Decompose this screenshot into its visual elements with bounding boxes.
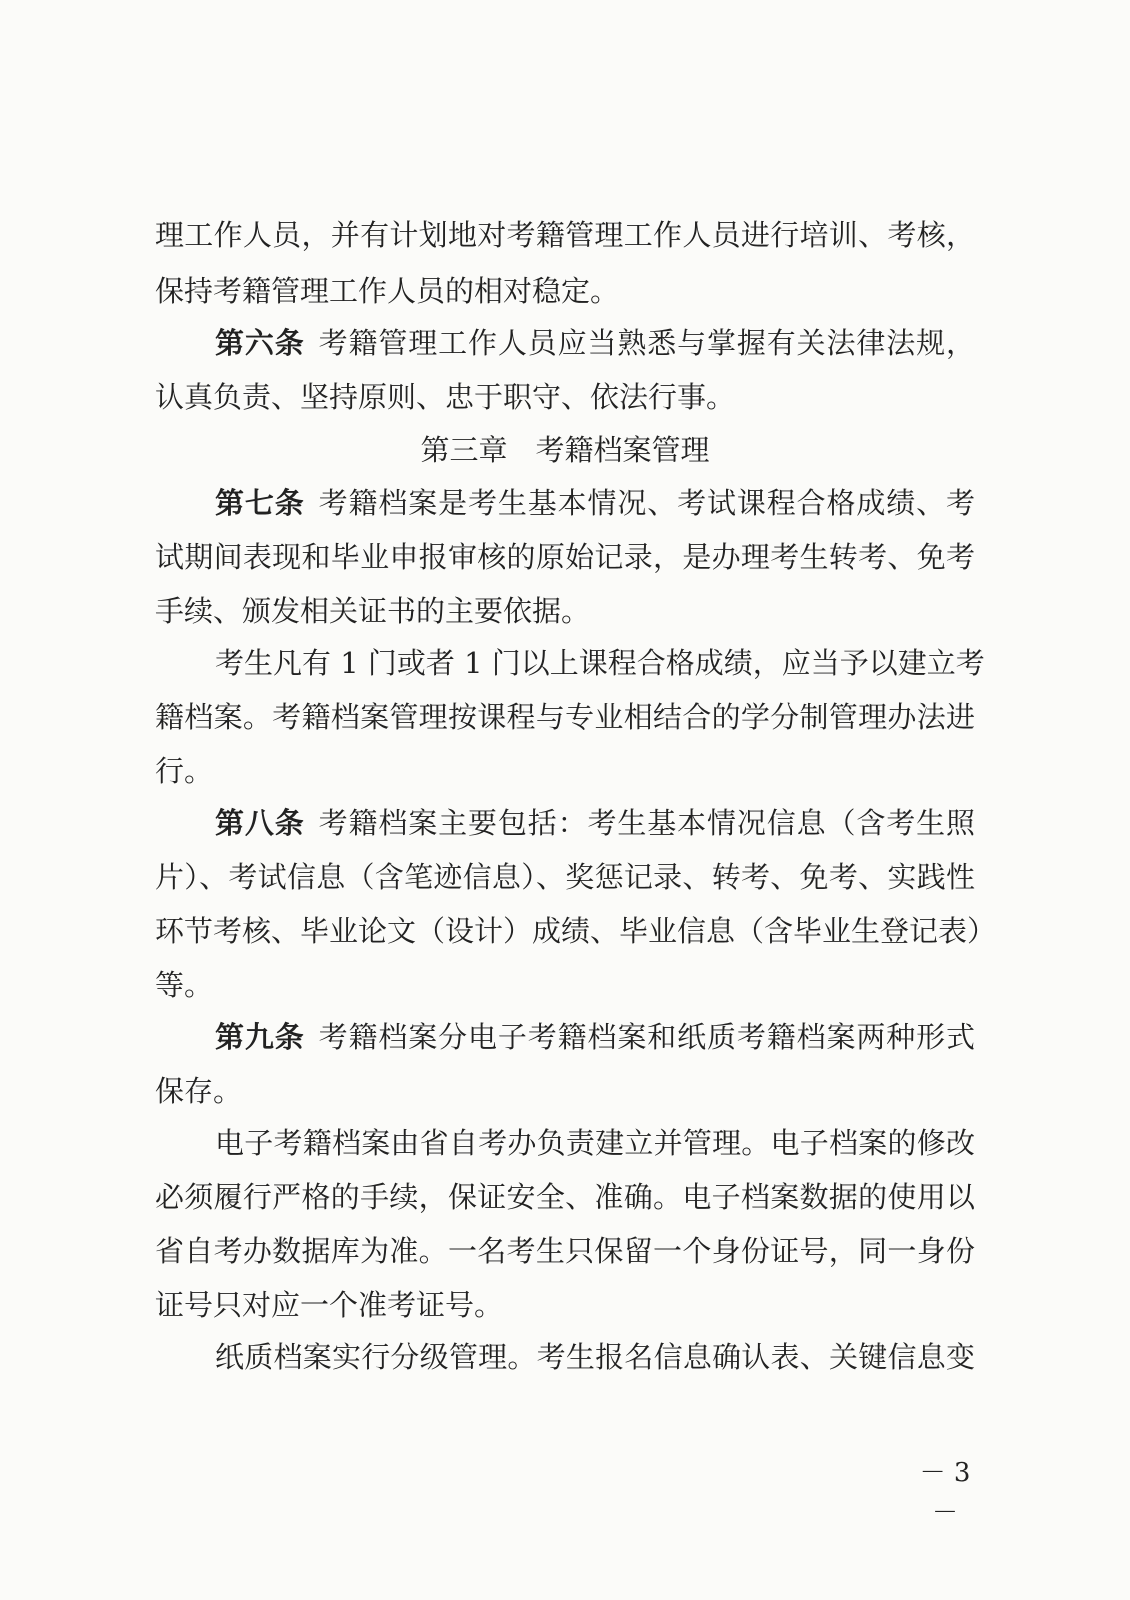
text-line: 理工作人员，并有计划地对考籍管理工作人员进行培训、考核，	[155, 218, 975, 252]
text-line: 籍档案。考籍档案管理按课程与专业相结合的学分制管理办法进	[155, 700, 975, 734]
chapter-number: 第三章	[420, 433, 508, 467]
article-label: 第七条	[215, 486, 305, 520]
text-line: 电子考籍档案由省自考办负责建立并管理。电子档案的修改	[215, 1126, 975, 1160]
text-line: 环节考核、毕业论文（设计）成绩、毕业信息（含毕业生登记表）	[155, 914, 997, 948]
text-line: 纸质档案实行分级管理。考生报名信息确认表、关键信息变	[215, 1340, 975, 1374]
chapter-heading	[155, 421, 975, 479]
article-label: 第六条	[215, 326, 305, 360]
text-line: 片）、考试信息（含笔迹信息）、奖惩记录、转考、免考、实践性	[155, 860, 975, 894]
text-line: 行。	[155, 754, 214, 788]
text-line: 保持考籍管理工作人员的相对稳定。	[155, 274, 620, 308]
text-line: 手续、颁发相关证书的主要依据。	[155, 594, 591, 628]
text-line: 认真负责、坚持原则、忠于职守、依法行事。	[155, 380, 736, 414]
text-span: 考籍档案主要包括：考生基本情况信息（含考生照	[318, 806, 975, 840]
text-span: 考籍档案分电子考籍档案和纸质考籍档案两种形式	[318, 1020, 975, 1054]
text-line: 等。	[155, 968, 214, 1002]
text-line: 必须履行严格的手续，保证安全、准确。电子档案数据的使用以	[155, 1180, 975, 1214]
chapter-title: 考籍档案管理	[535, 433, 710, 467]
page-number: － 3 －	[919, 1458, 971, 1528]
article-first-line	[215, 1008, 975, 1066]
article-first-line	[215, 794, 975, 852]
article-first-line	[215, 314, 975, 372]
article-first-line	[215, 474, 975, 532]
text-line: 考生凡有 1 门或者 1 门以上课程合格成绩，应当予以建立考	[215, 646, 985, 680]
text-line: 试期间表现和毕业申报审核的原始记录，是办理考生转考、免考	[155, 540, 975, 574]
text-line: 证号只对应一个准考证号。	[155, 1288, 504, 1322]
text-line: 省自考办数据库为准。一名考生只保留一个身份证号，同一身份	[155, 1234, 975, 1268]
article-label: 第九条	[215, 1020, 305, 1054]
text-span: 考籍档案是考生基本情况、考试课程合格成绩、考	[318, 486, 975, 520]
text-span: 考籍管理工作人员应当熟悉与掌握有关法律法规，	[318, 326, 975, 360]
article-label: 第八条	[215, 806, 305, 840]
text-line: 保存。	[155, 1074, 243, 1108]
